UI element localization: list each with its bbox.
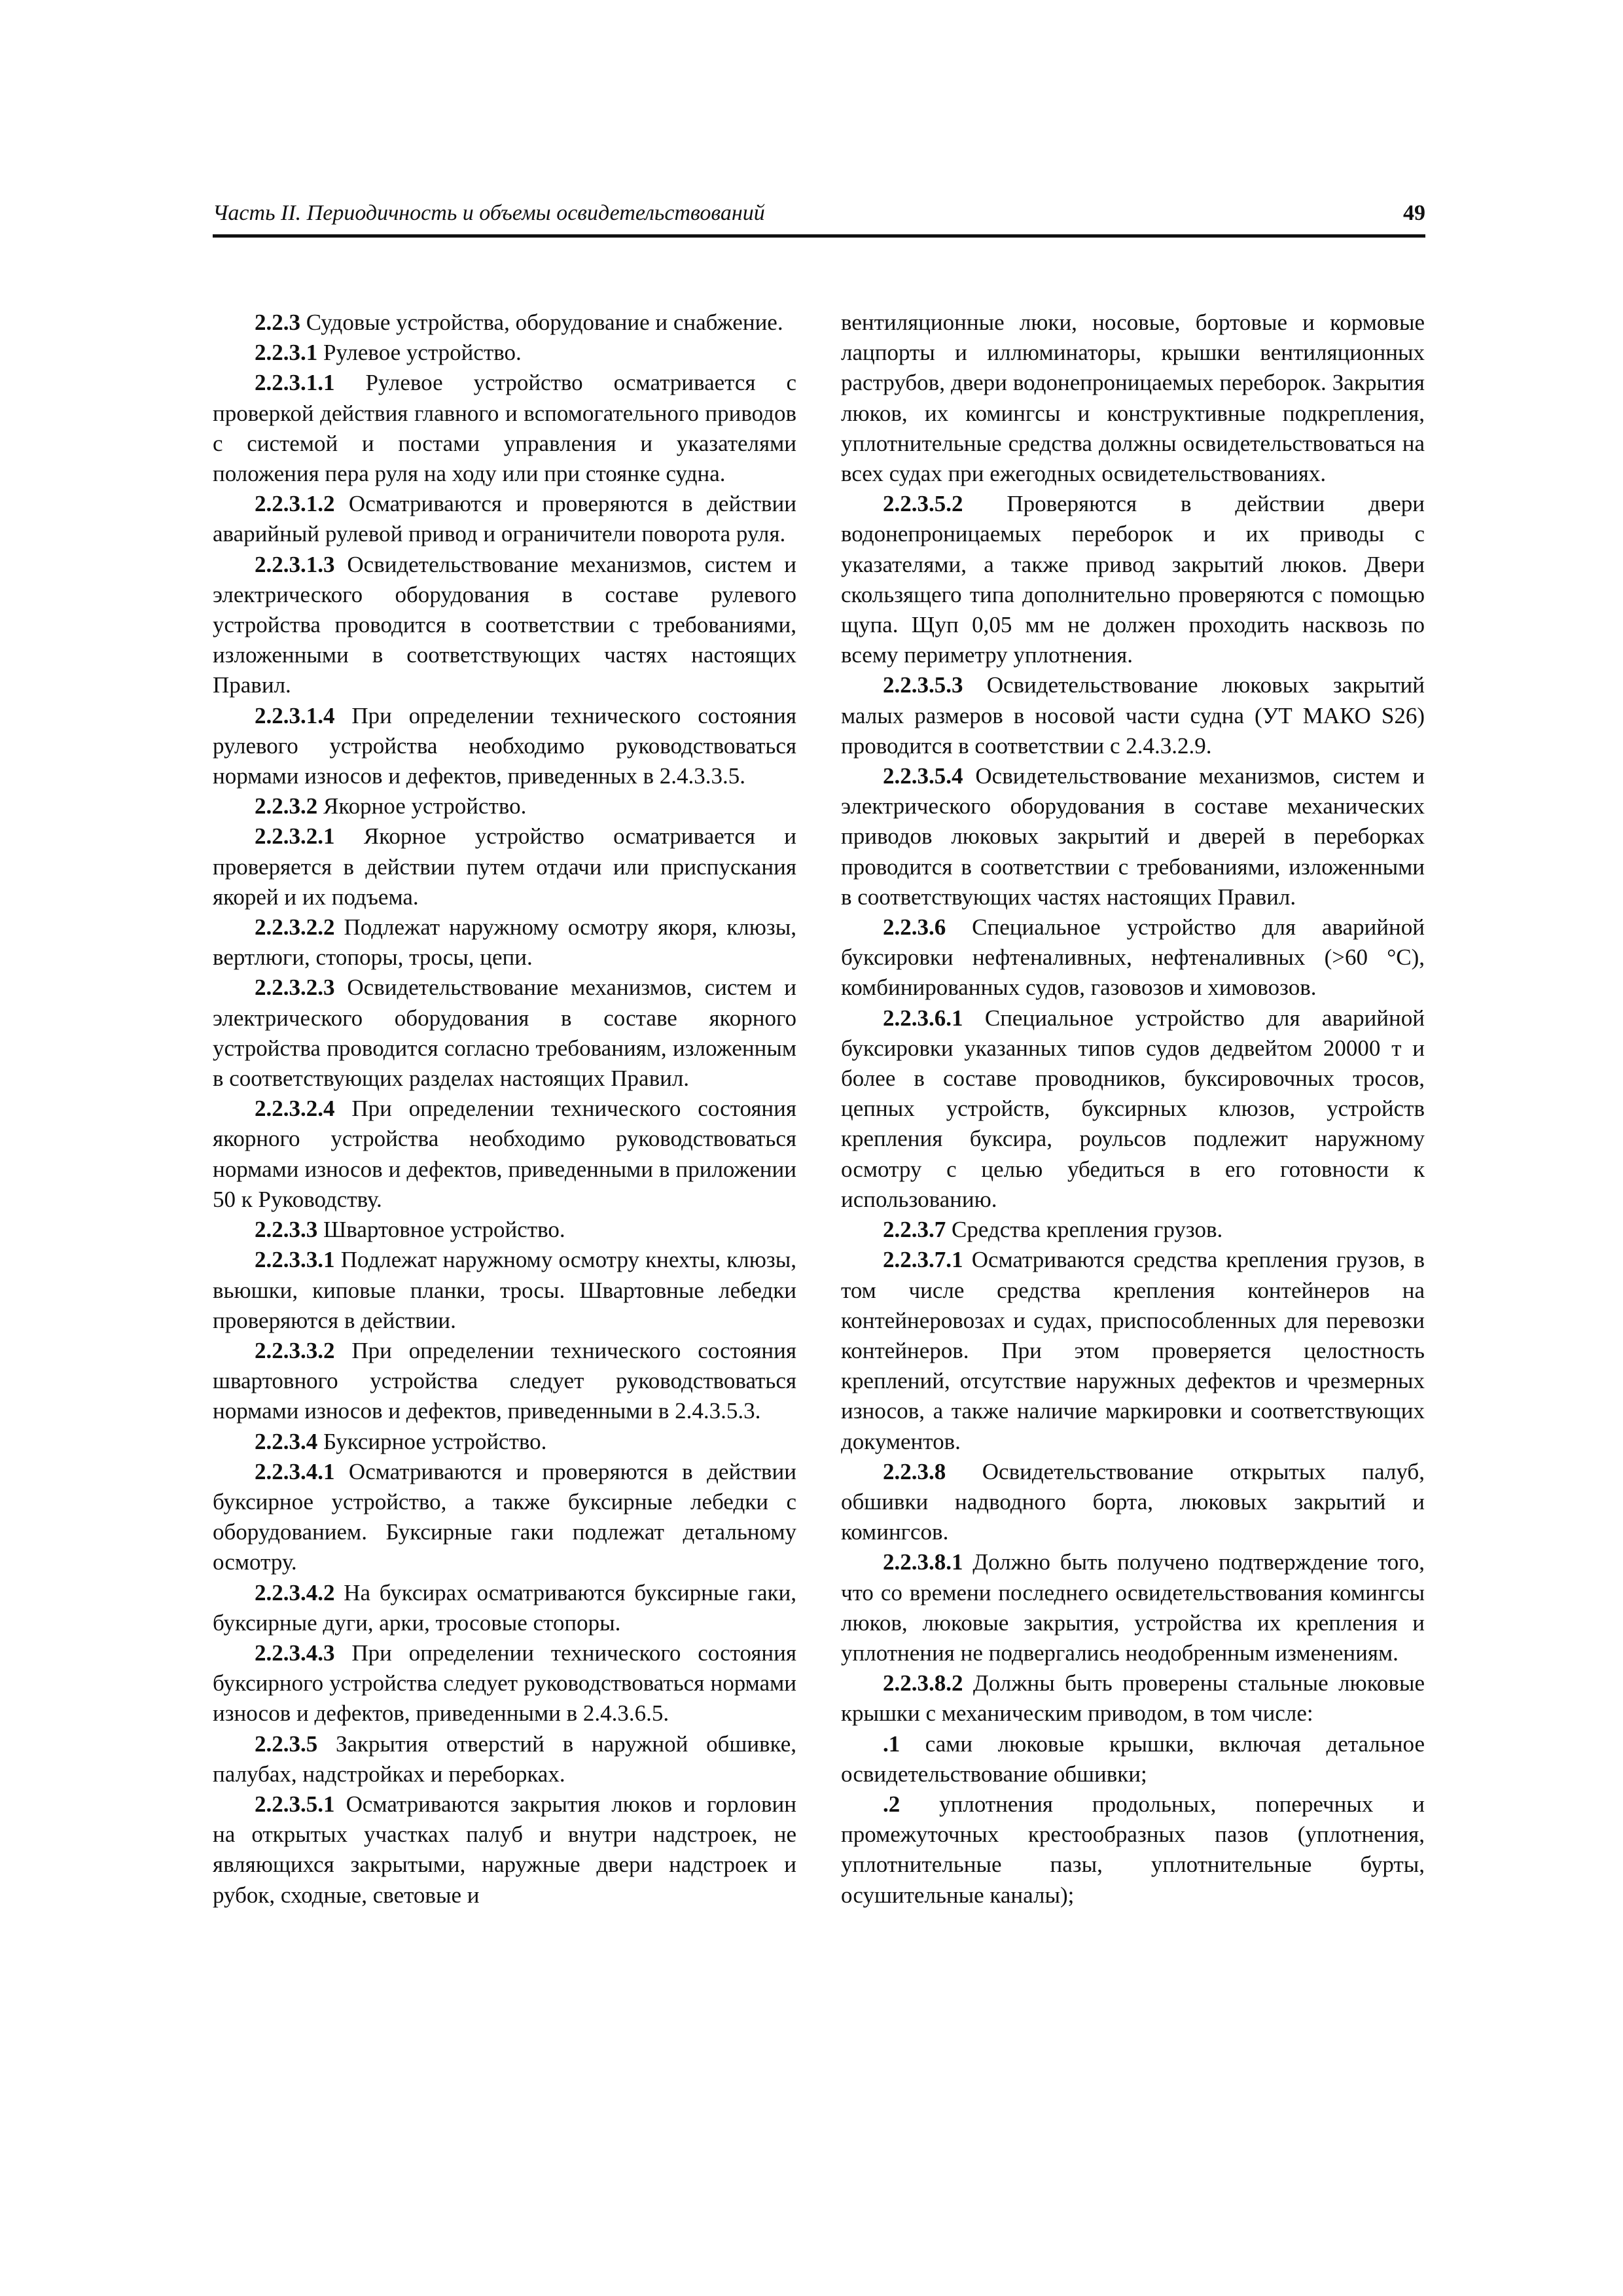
paragraph xyxy=(213,1729,796,1789)
paragraph xyxy=(841,1729,1425,1789)
paragraph xyxy=(213,791,796,821)
paragraph-text: Буксирное устройство. xyxy=(317,1428,547,1454)
clause-number: 2.2.3.8.2 xyxy=(883,1670,963,1696)
paragraph-text: Осматриваются закрытия люков и горловин на открытых участках палуб и внутри надстроек, не являющихся закрытыми, наружные двери надстроек и рубок, сходные, световые и xyxy=(213,1791,796,1908)
paragraph xyxy=(841,1215,1425,1245)
paragraph xyxy=(841,912,1425,1003)
paragraph-text: Рулевое устройство осматривается с проверкой действия главного и вспомогательного приводов с системой и постами управления и указателями положения пера руля на ходу или при стоянке судна. xyxy=(213,370,796,487)
clause-number: 2.2.3.4.2 xyxy=(255,1579,335,1605)
paragraph xyxy=(213,1578,796,1638)
paragraph-text: Освидетельствование механизмов, систем и электрического оборудования в составе якорного устройства проводится согласно требованиям, изложенным в соответствующих разделах настоящих Правил. xyxy=(213,975,796,1092)
paragraph-text: Якорное устройство. xyxy=(317,793,527,819)
paragraph xyxy=(841,1668,1425,1729)
paragraph xyxy=(213,1789,796,1910)
clause-number: 2.2.3.5.4 xyxy=(883,763,963,789)
clause-number: 2.2.3.5.3 xyxy=(883,672,963,698)
clause-number: 2.2.3.5.1 xyxy=(255,1791,335,1817)
paragraph-text: уплотнения продольных, поперечных и промежуточных крестообразных пазов (уплотнения, уплотнительные пазы, уплотнительные бурты, осушительные каналы); xyxy=(841,1791,1425,1908)
paragraph xyxy=(213,550,796,701)
left-column xyxy=(213,308,796,2049)
paragraph-text: Осматриваются и проверяются в действии буксирное устройство, а также буксирные лебедки с оборудованием. Буксирные гаки подлежат детальному осмотру. xyxy=(213,1458,796,1575)
paragraph xyxy=(213,308,796,338)
paragraph xyxy=(213,912,796,973)
clause-number: 2.2.3.1 xyxy=(255,340,318,366)
paragraph xyxy=(213,1336,796,1427)
clause-number: 2.2.3.1.4 xyxy=(255,702,335,728)
paragraph xyxy=(213,368,796,489)
paragraph xyxy=(213,1638,796,1729)
paragraph-text: При определении технического состояния швартовного устройства следует руководствоваться нормами износов и дефектов, приведенными в 2.4.3.5.3. xyxy=(213,1337,796,1424)
paragraph xyxy=(213,338,796,368)
clause-number: 2.2.3.4.1 xyxy=(255,1458,335,1484)
paragraph-text: При определении технического состояния якорного устройства необходимо руководствоваться нормами износов и дефектов, приведенными в приложении 50 к Руководству. xyxy=(213,1096,796,1212)
paragraph-text: Осматриваются средства крепления грузов, в том числе средства крепления контейнеров на контейнеровозах и судах, приспособленных для перевозки контейнеров. При этом проверяется целостность креплений, отсутствие наружных дефектов и чрезмерных износов, а также наличие маркировки и соответствующих документов. xyxy=(841,1247,1425,1454)
clause-number: 2.2.3.5.2 xyxy=(883,491,963,517)
paragraph-text: Закрытия отверстий в наружной обшивке, палубах, надстройках и переборках. xyxy=(213,1731,796,1787)
page-header xyxy=(213,196,1425,238)
clause-number: 2.2.3 xyxy=(255,310,300,335)
paragraph xyxy=(213,1427,796,1457)
paragraph-text: Швартовное устройство. xyxy=(317,1217,565,1243)
paragraph xyxy=(841,1003,1425,1215)
paragraph-text: Освидетельствование механизмов, систем и электрического оборудования в составе рулевого устройства проводится в соответствии с требованиями, изложенными в соответствующих частях настоящих Правил. xyxy=(213,551,796,698)
paragraph-text: Подлежат наружному осмотру кнехты, клюзы, вьюшки, киповые планки, тросы. Швартовные лебедки проверяются в действии. xyxy=(213,1247,796,1333)
paragraph-text: Специальное устройство для аварийной буксировки указанных типов судов дедвейтом 20000 т и более в составе проводников, буксировочных тросов, цепных устройств, буксирных клюзов, устройств крепления буксира, роульсов подлежит наружному осмотру с целью убедиться в его готовности к использованию. xyxy=(841,1005,1425,1212)
clause-number: 2.2.3.5 xyxy=(255,1731,318,1757)
paragraph xyxy=(841,489,1425,670)
paragraph-continuation xyxy=(841,308,1425,489)
paragraph xyxy=(213,821,796,912)
list-marker: .2 xyxy=(883,1791,901,1817)
paragraph-text: Средства крепления грузов. xyxy=(946,1217,1223,1243)
paragraph xyxy=(213,701,796,792)
paragraph xyxy=(841,670,1425,761)
clause-number: 2.2.3.7.1 xyxy=(883,1247,963,1273)
paragraph-text: вентиляционные люки, носовые, бортовые и кормовые лацпорты и иллюминаторы, крышки вентиляционных раструбов, двери водонепроницаемых переборок. Закрытия люков, их комингсы и конструктивные подкрепления, уплотнительные средства должны освидетельствоваться на всех судах при ежегодных освидетельствованиях. xyxy=(841,310,1425,487)
clause-number: 2.2.3.3 xyxy=(255,1217,318,1243)
paragraph-text: Рулевое устройство. xyxy=(317,340,522,366)
clause-number: 2.2.3.2.3 xyxy=(255,975,335,1001)
clause-number: 2.2.3.1.2 xyxy=(255,491,335,517)
clause-number: 2.2.3.6.1 xyxy=(883,1005,963,1031)
clause-number: 2.2.3.3.1 xyxy=(255,1247,335,1273)
list-marker: .1 xyxy=(883,1731,901,1757)
paragraph xyxy=(213,1245,796,1336)
clause-number: 2.2.3.2.2 xyxy=(255,914,335,941)
clause-number: 2.2.3.8 xyxy=(883,1458,946,1484)
clause-number: 2.2.3.1.1 xyxy=(255,370,335,396)
page-number: 49 xyxy=(1403,201,1425,225)
paragraph xyxy=(213,489,796,549)
right-column xyxy=(841,308,1425,2049)
clause-number: 2.2.3.7 xyxy=(883,1217,946,1243)
paragraph xyxy=(213,1457,796,1578)
paragraph xyxy=(841,1245,1425,1456)
clause-number: 2.2.3.1.3 xyxy=(255,551,335,577)
paragraph xyxy=(841,761,1425,912)
paragraph-text: Осматриваются и проверяются в действии аварийный рулевой привод и ограничители поворота руля. xyxy=(213,491,796,547)
clause-number: 2.2.3.8.1 xyxy=(883,1549,963,1575)
paragraph xyxy=(213,1094,796,1215)
clause-number: 2.2.3.4 xyxy=(255,1428,318,1454)
paragraph-text: На буксирах осматриваются буксирные гаки, буксирные дуги, арки, тросовые стопоры. xyxy=(213,1579,796,1636)
clause-number: 2.2.3.4.3 xyxy=(255,1640,335,1666)
paragraph-text: сами люковые крышки, включая детальное освидетельствование обшивки; xyxy=(841,1731,1425,1787)
clause-number: 2.2.3.6 xyxy=(883,914,946,941)
paragraph-text: Якорное устройство осматривается и проверяется в действии путем отдачи или приспускания якорей и их подъема. xyxy=(213,823,796,910)
clause-number: 2.2.3.2 xyxy=(255,793,318,819)
clause-number: 2.2.3.3.2 xyxy=(255,1337,335,1363)
paragraph-text: Проверяются в действии двери водонепроницаемых переборок и их приводы с указателями, а также привод закрытий люков. Двери скользящего типа дополнительно проверяются с помощью щупа. Щуп 0,05 мм не должен проходить насквозь по всему периметру уплотнения. xyxy=(841,491,1425,668)
running-title: Часть II. Периодичность и объемы освидетельствований xyxy=(213,201,765,225)
paragraph-text: При определении технического состояния буксирного устройства следует руководствоваться нормами износов и дефектов, приведенными в 2.4.3.6.5. xyxy=(213,1640,796,1727)
paragraph-text: Специальное устройство для аварийной буксировки нефтеналивных, нефтеналивных (>60 °С), комбинированных судов, газовозов и химовозов. xyxy=(841,914,1425,1001)
paragraph-text: Судовые устройства, оборудование и снабжение. xyxy=(300,310,783,335)
paragraph-text: Освидетельствование люковых закрытий малых размеров в носовой части судна (УТ МАКО S26) проводится в соответствии с 2.4.3.2.9. xyxy=(841,672,1425,759)
paragraph xyxy=(841,1547,1425,1668)
paragraph-text: Подлежат наружному осмотру якоря, клюзы, вертлюги, стопоры, тросы, цепи. xyxy=(213,914,796,971)
paragraph xyxy=(841,1457,1425,1548)
paragraph xyxy=(213,973,796,1094)
clause-number: 2.2.3.2.1 xyxy=(255,823,335,850)
paragraph-text: Освидетельствование открытых палуб, обшивки надводного борта, люковых закрытий и комингсов. xyxy=(841,1458,1425,1545)
paragraph-text: Должны быть проверены стальные люковые крышки с механическим приводом, в том числе: xyxy=(841,1670,1425,1727)
paragraph xyxy=(213,1215,796,1245)
clause-number: 2.2.3.2.4 xyxy=(255,1096,335,1122)
paragraph-text: Освидетельствование механизмов, систем и электрического оборудования в составе механических приводов люковых закрытий и дверей в переборках проводится в соответствии с требованиями, изложенными в соответствующих частях настоящих Правил. xyxy=(841,763,1425,910)
paragraph xyxy=(841,1789,1425,1910)
paragraph-text: При определении технического состояния рулевого устройства необходимо руководствоваться нормами износов и дефектов, приведенных в 2.4.3.3.5. xyxy=(213,702,796,789)
paragraph-text: Должно быть получено подтверждение того, что со времени последнего освидетельствования комингсы люков, люковые закрытия, устройства их крепления и уплотнения не подвергались неодобренным изменениям. xyxy=(841,1549,1425,1666)
